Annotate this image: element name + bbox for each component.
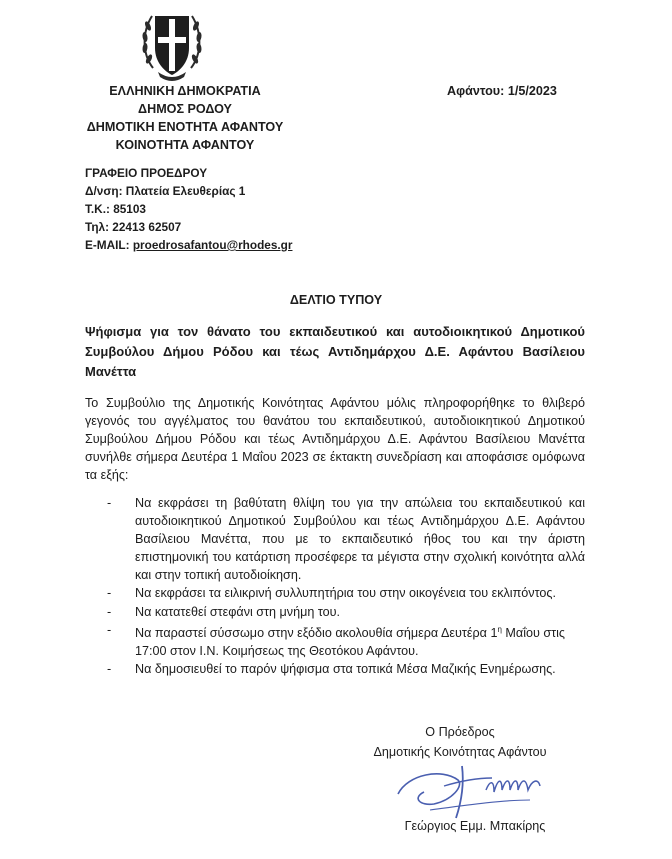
municipal-unit-name: ΔΗΜΟΤΙΚΗ ΕΝΟΤΗΤΑ ΑΦΑΝΤΟΥ (86, 120, 284, 134)
ordinal-superscript: η (497, 624, 502, 634)
bullet-dash: - (107, 586, 112, 601)
list-item (107, 603, 585, 621)
office-info (85, 164, 385, 254)
list-item (107, 621, 585, 660)
email-link[interactable]: proedrosafantou@rhodes.gr (132, 238, 293, 252)
signatory-name: Γεώργιος Εμμ. Μπακίρης (404, 819, 546, 833)
document-date: Αφάντου: 1/5/2023 (447, 84, 557, 98)
signature-body: Δημοτικής Κοινότητας Αφάντου (373, 745, 547, 759)
coat-of-arms-emblem (140, 4, 204, 84)
resolution-text: Να εκφράσει τα ειλικρινή συλλυπητήρια του στην οικογένεια του εκλιπόντος. (135, 586, 556, 601)
resolution-text: Να κατατεθεί στεφάνι στη μνήμη του. (135, 604, 341, 619)
municipality-name: ΔΗΜΟΣ ΡΟΔΟΥ (138, 102, 232, 116)
document-title: Ψήφισμα για τον θάνατο του εκπαιδευτικού και αυτοδιοικητικού Δημοτικού Συμβούλου Δήμου Ρόδου και τέως Αντιδημάρχου Δ.Ε. Αφάντου Βασίλειου Μανέττα (85, 324, 585, 379)
resolution-text: Να εκφράσει τη βαθύτατη θλίψη του για την απώλεια του εκπαιδευτικού και αυτοδιοικητικού Δημοτικού Συμβούλου και τέως Αντιδημάρχου Δ.Ε. Αφάντου Βασίλειου Μανέττα, που με το εκπαιδευτικό ήθος του και την άριστη επιστημονική του κατάρτιση προσέφερε τα μέγιστα στην σχολική κοινότητα αλλά και στην τοπική αυτοδιοίκηση. (135, 496, 585, 583)
email-label: E-MAIL: (85, 238, 133, 252)
bullet-dash: - (107, 622, 112, 637)
community-name: ΚΟΙΝΟΤΗΤΑ ΑΦΑΝΤΟΥ (115, 138, 255, 152)
intro-paragraph: Το Συμβούλιο της Δημοτικής Κοινότητας Αφάντου μόλις πληροφορήθηκε το θλιβερό γεγονός του αγγέλματος του θανάτου του εκπαιδευτικού, αυτοδιοικητικού Δημοτικού Συμβούλου Δήμου Ρόδου και τέως Αντιδημάρχου Δ.Ε. Αφάντου Βασίλειου Μανέττα συνήλθε σήμερα Δευτέρα 1 Μαΐου 2023 σε έκτακτη συνεδρίαση και αποφάσισε ομόφωνα τα εξής: (85, 396, 585, 483)
office-postal-code: Τ.Κ.: 85103 (85, 202, 146, 216)
bullet-dash: - (107, 496, 112, 510)
bullet-dash: - (107, 662, 112, 677)
country-name: ΕΛΛΗΝΙΚΗ ΔΗΜΟΚΡΑΤΙΑ (109, 84, 261, 98)
list-item (107, 584, 585, 602)
resolutions-list (107, 494, 585, 678)
resolution-text: Να δημοσιευθεί το παρόν ψήφισμα στα τοπικά Μέσα Μαζικής Ενημέρωσης. (135, 662, 556, 677)
list-item (107, 660, 585, 678)
bullet-dash: - (107, 604, 112, 619)
office-address: Δ/νση: Πλατεία Ελευθερίας 1 (85, 184, 246, 198)
list-item (107, 494, 585, 584)
office-email-row (85, 236, 385, 254)
resolution-text: Να παραστεί σύσσωμο στην εξόδιο ακολουθία σήμερα Δευτέρα $1^\eta$ Μαΐου στις 17:00 στον Ι.Ν. Κοιμήσεως της Θεοτόκου Αφάντου. (135, 624, 565, 658)
office-phone: Τηλ: 22413 62507 (85, 220, 182, 234)
signature-role: Ο Πρόεδρος (425, 725, 495, 739)
issuer-header (74, 82, 296, 154)
office-name: ΓΡΑΦΕΙΟ ΠΡΟΕΔΡΟΥ (85, 166, 208, 180)
document-type: ΔΕΛΤΙΟ ΤΥΠΟΥ (289, 293, 383, 307)
